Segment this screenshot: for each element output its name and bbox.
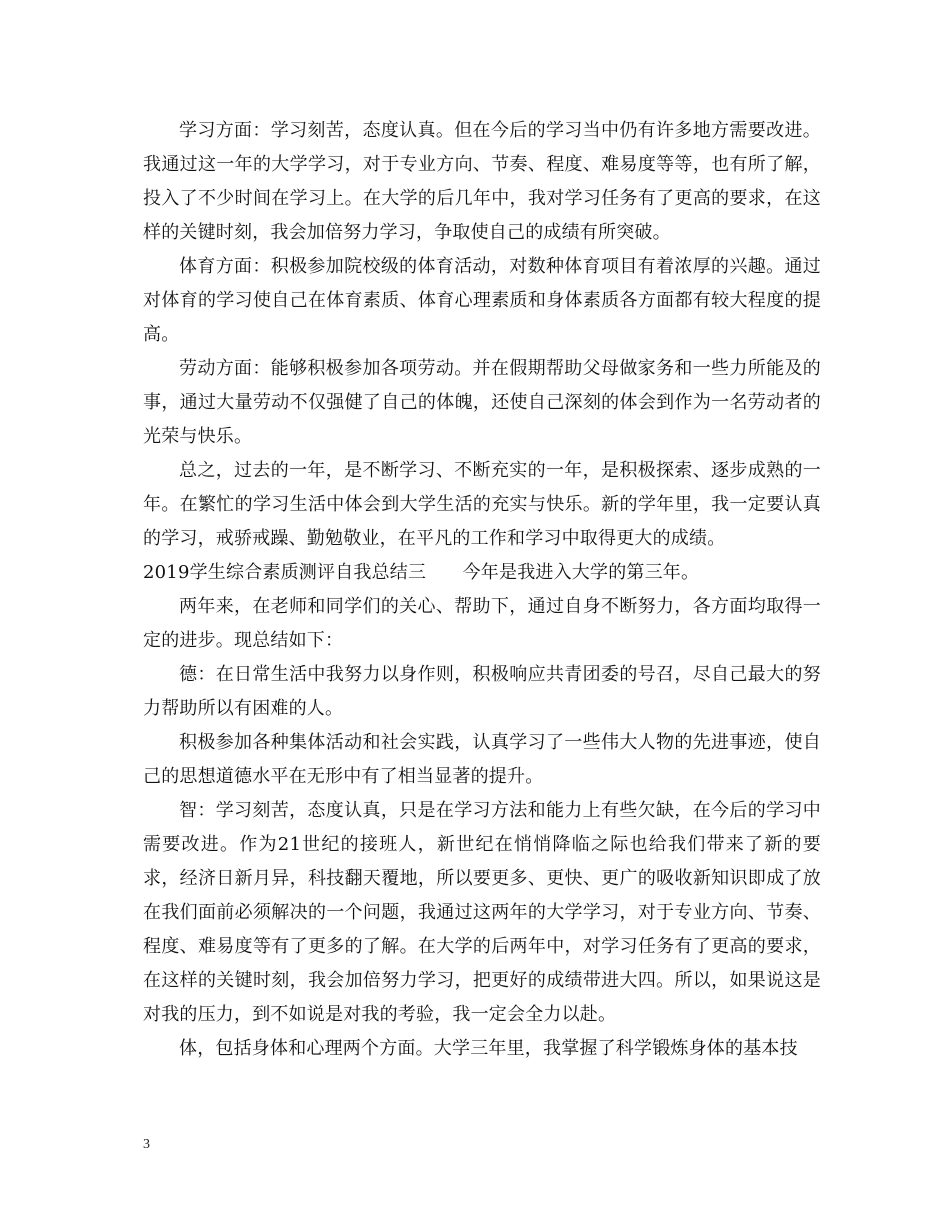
section-heading: 2019学生综合素质测评自我总结三 今年是我进入大学的第三年。	[143, 562, 700, 583]
paragraph-study: 学习方面：学习刻苦，态度认真。但在今后的学习当中仍有许多地方需要改进。我通过这一年的大学学习，对于专业方向、节奏、程度、难易度等等，也有所了解，投入了不少时间在学习上。在大学的后几年中，我对学习任务有了更高的要求，在这样的关键时刻，我会加倍努力学习，争取使自己的成绩有所突破。	[143, 120, 821, 243]
document-body	[143, 114, 821, 1066]
paragraph-sports: 体育方面：积极参加院校级的体育活动，对数种体育项目有着浓厚的兴趣。通过对体育的学习使自己在体育素质、体育心理素质和身体素质各方面都有较大程度的提高。	[143, 256, 821, 345]
paragraph-two-years: 两年来，在老师和同学们的关心、帮助下，通过自身不断努力，各方面均取得一定的进步。现总结如下：	[143, 596, 821, 651]
paragraph-summary: 总之，过去的一年，是不断学习、不断充实的一年，是积极探索、逐步成熟的一年。在繁忙的学习生活中体会到大学生活的充实与快乐。新的学年里，我一定要认真的学习，戒骄戒躁、勤勉敬业，在平凡的工作和学习中取得更大的成绩。	[143, 460, 821, 549]
paragraph-morality: 德：在日常生活中我努力以身作则，积极响应共青团委的号召，尽自己最大的努力帮助所以有困难的人。	[143, 664, 821, 719]
paragraph-intellect: 智：学习刻苦，态度认真，只是在学习方法和能力上有些欠缺，在今后的学习中需要改进。作为21世纪的接班人，新世纪在悄悄降临之际也给我们带来了新的要求，经济日新月异，科技翻天覆地，所以要更多、更快、更广的吸收新知识即成了放在我们面前必须解决的一个问题，我通过这两年的大学学习，对于专业方向、节奏、程度、难易度等有了更多的了解。在大学的后两年中，对学习任务有了更高的要求，在这样的关键时刻，我会加倍努力学习，把更好的成绩带进大四。所以，如果说这是对我的压力，到不如说是对我的考验，我一定会全力以赴。	[143, 800, 821, 1025]
paragraph-labor: 劳动方面：能够积极参加各项劳动。并在假期帮助父母做家务和一些力所能及的事，通过大量劳动不仅强健了自己的体魄，还使自己深刻的体会到作为一名劳动者的光荣与快乐。	[143, 358, 821, 447]
page-number: 3	[143, 1137, 150, 1152]
paragraph-activities: 积极参加各种集体活动和社会实践，认真学习了一些伟大人物的先进事迹，使自己的思想道德水平在无形中有了相当显著的提升。	[143, 732, 821, 787]
paragraph-physical: 体，包括身体和心理两个方面。大学三年里，我掌握了科学锻炼身体的基本技	[179, 1038, 798, 1059]
